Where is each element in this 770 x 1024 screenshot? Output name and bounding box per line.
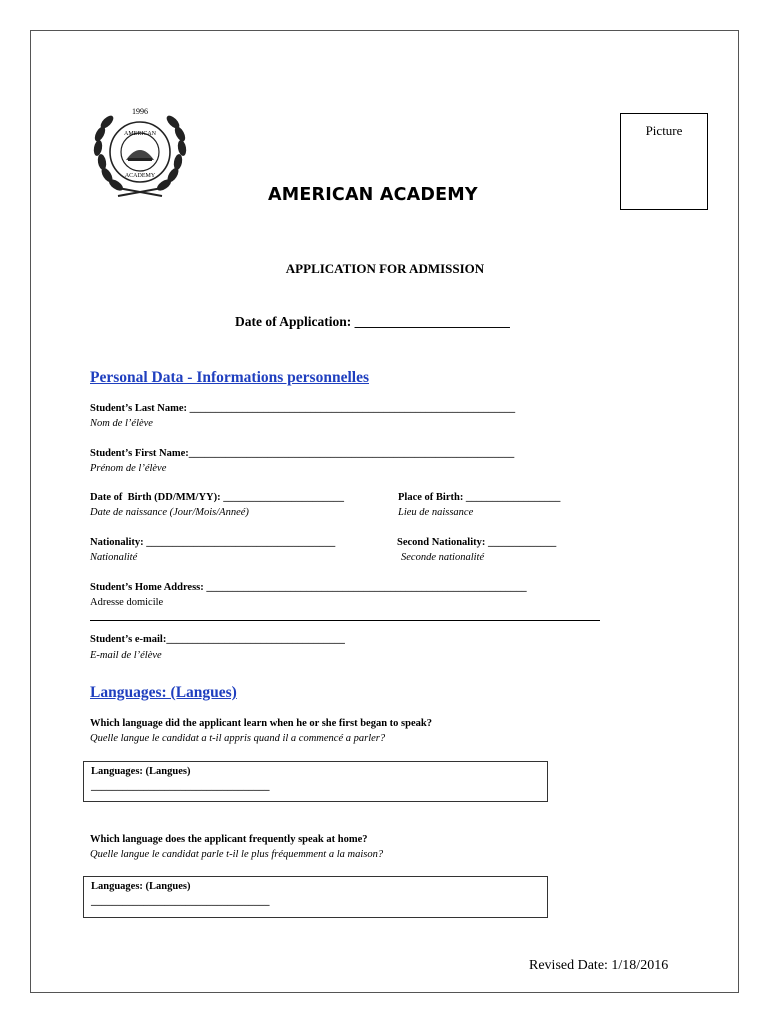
languages-heading: Languages: (Langues) bbox=[90, 684, 237, 701]
nationality-label-fr: Nationalité bbox=[90, 552, 138, 563]
date-of-birth-field[interactable]: Date of Birth (DD/MM/YY): _______________________ bbox=[90, 492, 345, 503]
second-nationality-field[interactable]: Second Nationality: _____________ bbox=[397, 537, 557, 548]
form-title: APPLICATION FOR ADMISSION bbox=[285, 261, 485, 276]
personal-data-heading: Personal Data - Informations personnelles bbox=[90, 369, 369, 386]
logo-text-top: AMERICAN bbox=[123, 131, 157, 137]
revised-date: Revised Date: 1/18/2016 bbox=[529, 958, 669, 973]
logo-text-bottom: ACADEMY bbox=[124, 173, 156, 179]
place-of-birth-label-fr: Lieu de naissance bbox=[398, 507, 474, 518]
question-home-language-fr: Quelle langue le candidat parle t-il le plus fréquemment a la maison? bbox=[90, 849, 384, 860]
question-home-language: Which language does the applicant frequently speak at home? bbox=[90, 834, 368, 845]
school-name: AMERICAN ACADEMY bbox=[268, 185, 478, 205]
question-first-language-fr: Quelle langue le candidat a t-il appris quand il a commencé a parler? bbox=[90, 733, 386, 744]
home-language-input-line[interactable]: __________________________________ bbox=[91, 896, 270, 907]
question-first-language: Which language did the applicant learn when he or she first began to speak? bbox=[90, 718, 432, 729]
email-label-fr: E-mail de l’élève bbox=[90, 650, 162, 661]
logo-year: 1996 bbox=[132, 107, 148, 116]
second-nationality-label-fr: Seconde nationalité bbox=[401, 552, 485, 563]
first-name-field[interactable]: Student’s First Name:______________________________________________________________ bbox=[90, 448, 515, 459]
picture-box[interactable] bbox=[620, 113, 708, 210]
home-language-box[interactable] bbox=[83, 876, 548, 918]
home-address-field[interactable]: Student’s Home Address: _____________________________________________________________ bbox=[90, 582, 527, 593]
last-name-label-fr: Nom de l’élève bbox=[90, 418, 153, 429]
first-name-label-fr: Prénom de l’élève bbox=[90, 463, 167, 474]
home-language-box-label: Languages: (Langues) bbox=[91, 881, 191, 892]
first-language-box[interactable] bbox=[83, 761, 548, 802]
last-name-field[interactable]: Student’s Last Name: ______________________________________________________________ bbox=[90, 403, 516, 414]
picture-label: Picture bbox=[645, 123, 683, 138]
email-field[interactable]: Student’s e-mail:__________________________________ bbox=[90, 634, 345, 645]
american-academy-seal-icon bbox=[88, 100, 192, 204]
home-address-second-line[interactable] bbox=[90, 620, 600, 621]
date-of-birth-label-fr: Date de naissance (Jour/Mois/Anneé) bbox=[90, 507, 249, 518]
first-language-input-line[interactable]: __________________________________ bbox=[91, 781, 270, 792]
date-of-application-field[interactable]: Date of Application: _______________________ bbox=[235, 314, 510, 329]
nationality-field[interactable]: Nationality: ____________________________________ bbox=[90, 537, 336, 548]
place-of-birth-field[interactable]: Place of Birth: __________________ bbox=[398, 492, 561, 503]
first-language-box-label: Languages: (Langues) bbox=[91, 766, 191, 777]
home-address-label-fr: Adresse domicile bbox=[90, 597, 164, 608]
